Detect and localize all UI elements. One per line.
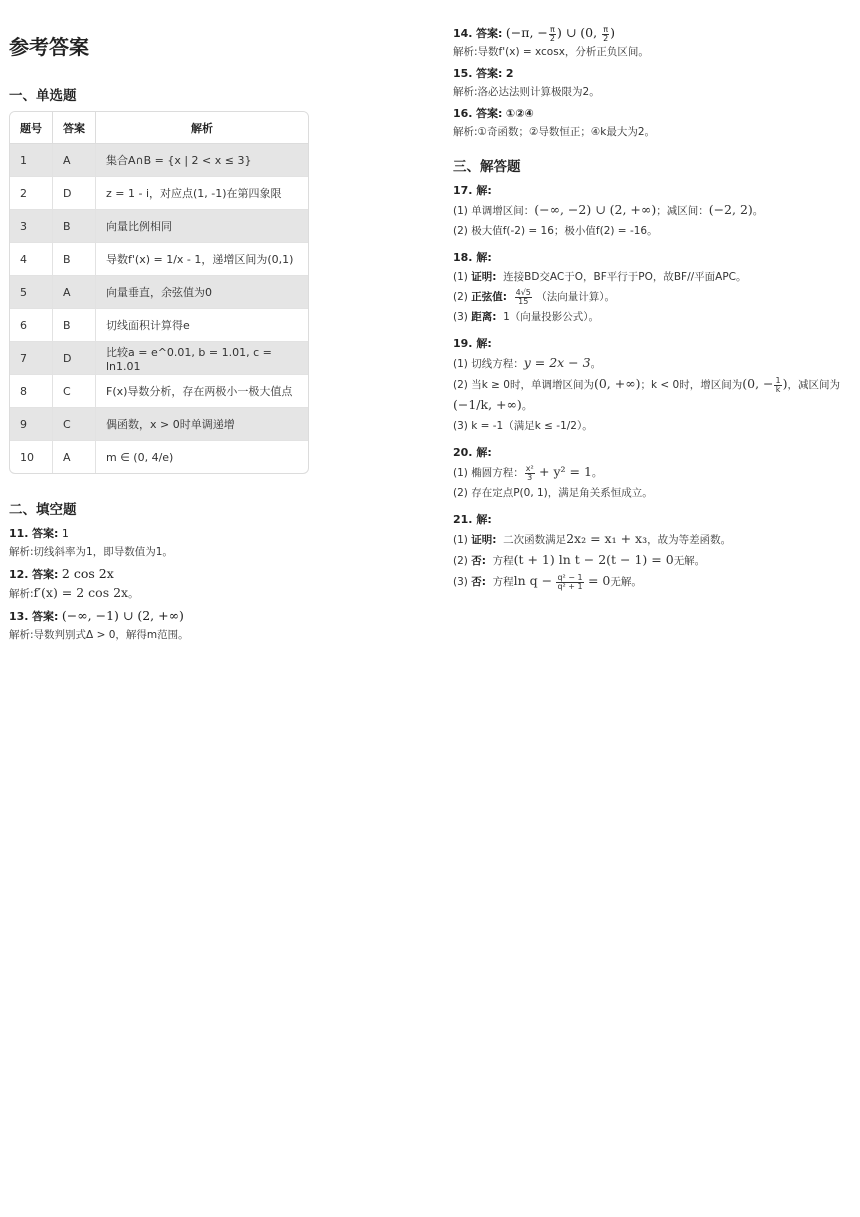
table-row	[10, 144, 308, 177]
answer-label: 答案:	[32, 568, 59, 581]
fraction-numerator: 4√5	[515, 287, 531, 297]
line-text: (3)	[453, 576, 472, 588]
answer-cell: D	[53, 177, 96, 210]
solve-label: 解:	[476, 446, 492, 459]
line-label: 距离:	[471, 311, 497, 323]
answer-cell: A	[53, 441, 96, 473]
explanation-text: 切线斜率为1，即导数值为1。	[33, 546, 173, 558]
solve-label: 解:	[476, 513, 492, 526]
section-title-multiple-choice: 一、单选题	[9, 88, 77, 104]
table-row	[10, 177, 308, 210]
explanation-label: 解析:	[453, 46, 478, 58]
line-text: (1)	[453, 534, 472, 546]
explanation-line	[453, 83, 853, 101]
question-number: 12.	[9, 568, 29, 581]
answer-value: ①②④	[505, 107, 534, 120]
solution-line	[453, 571, 853, 592]
solution-line	[453, 200, 853, 221]
explanation-cell: 向量垂直，余弦值为0	[96, 276, 308, 309]
line-math: ln q −	[513, 573, 553, 588]
line-math: y = 2x − 3	[523, 355, 591, 370]
table-row	[10, 210, 308, 243]
question-number: 17.	[453, 184, 473, 197]
explanation-cell: F(x)导数分析，存在两极小一极大值点	[96, 375, 308, 408]
line-text: 无解。	[610, 576, 642, 588]
section-title-fill-in: 二、填空题	[9, 502, 77, 518]
answer-label: 答案:	[32, 610, 59, 623]
fraction-denominator: 15	[518, 296, 529, 306]
solution-header	[453, 511, 853, 529]
line-math: + y² = 1	[539, 464, 592, 479]
question-number: 1	[10, 144, 53, 177]
solution-header	[453, 444, 853, 462]
question-number: 5	[10, 276, 53, 309]
question-number: 10	[10, 441, 53, 473]
solution-header	[453, 335, 853, 353]
answer-math: (−π, −	[505, 25, 548, 40]
explanation-label: 解析:	[453, 126, 478, 138]
solve-label: 解:	[476, 251, 492, 264]
question-number: 20.	[453, 446, 473, 459]
question-number: 6	[10, 309, 53, 342]
line-math: (0, +∞)	[593, 376, 641, 391]
answer-cell: B	[53, 243, 96, 276]
fraction-numerator: x²	[525, 463, 534, 473]
solution-line: (2) 极大值f(-2) = 16；极小值f(2) = -16。	[453, 225, 658, 237]
answer-math: ) ∪ (0,	[557, 25, 602, 40]
fill-question-12	[9, 565, 309, 603]
fill-question-15	[453, 65, 853, 101]
solution-19	[453, 335, 853, 436]
fill-question-16	[453, 105, 853, 141]
line-text: ；减区间：	[656, 205, 709, 217]
solution-line: (3) k = -1（满足k ≤ -1/2）。	[453, 420, 593, 432]
fraction-denominator: 3	[527, 472, 533, 482]
solve-label: 解:	[476, 337, 492, 350]
line-text: 方程	[492, 576, 514, 588]
line-text: (2) 当k ≥ 0时，单调增区间为	[453, 379, 594, 391]
fraction-denominator: 2	[603, 33, 609, 43]
explanation-line	[453, 123, 853, 141]
question-number: 4	[10, 243, 53, 276]
explanation-cell: z = 1 - i，对应点(1, -1)在第四象限	[96, 177, 308, 210]
solution-line	[453, 462, 853, 483]
fraction-denominator: 2	[549, 33, 555, 43]
multiple-choice-table	[9, 111, 309, 474]
line-text: 。	[591, 467, 603, 479]
fraction	[556, 574, 583, 591]
line-text: 无解。	[673, 555, 706, 567]
solution-line	[453, 529, 853, 550]
line-text: (2)	[453, 291, 472, 303]
line-text: (1) 椭圆方程：	[453, 467, 524, 479]
explanation-cell: 偶函数，x > 0时单调递增	[96, 408, 308, 441]
table-row	[10, 441, 308, 473]
line-math: (−1/k, +∞)	[453, 397, 522, 412]
solution-17	[453, 182, 853, 241]
solution-21	[453, 511, 853, 592]
fill-question-11	[9, 525, 309, 561]
question-number: 16.	[453, 107, 473, 120]
answer-value: 2	[505, 67, 514, 80]
explanation-cell: 集合A∩B = {x | 2 < x ≤ 3}	[96, 144, 308, 177]
fraction	[602, 26, 609, 43]
table-row	[10, 342, 308, 375]
fraction	[515, 289, 532, 306]
answer-math: )	[610, 25, 616, 40]
explanation-line	[453, 43, 853, 61]
explanation-line	[9, 584, 309, 603]
question-number: 21.	[453, 513, 473, 526]
answer-cell: C	[53, 375, 96, 408]
line-math: (−2, 2)	[708, 202, 753, 217]
answer-line	[453, 24, 853, 43]
explanation-label: 解析:	[9, 588, 34, 600]
answer-cell: A	[53, 276, 96, 309]
solution-header	[453, 249, 853, 267]
solve-label: 解:	[476, 184, 492, 197]
line-text: (1)	[453, 271, 472, 283]
fill-question-14	[453, 24, 853, 61]
explanation-cell: m ∈ (0, 4/e)	[106, 450, 174, 464]
section-title-solutions: 三、解答题	[453, 159, 521, 175]
line-text: 。	[521, 400, 533, 412]
line-text: 。	[590, 358, 602, 370]
explanation-text: 导数判别式Δ > 0，解得m范围。	[33, 629, 189, 641]
question-number: 18.	[453, 251, 473, 264]
fraction-numerator: 1	[775, 375, 781, 385]
fraction-denominator: q² + 1	[557, 581, 583, 591]
solution-18	[453, 249, 853, 327]
explanation-text: 。	[128, 588, 139, 600]
question-number: 8	[10, 375, 53, 408]
line-text: 。	[752, 205, 764, 217]
question-number: 2	[10, 177, 53, 210]
answer-label: 答案:	[476, 27, 503, 40]
page-title: 参考答案	[9, 35, 89, 59]
explanation-label: 解析:	[9, 546, 34, 558]
solution-line	[453, 267, 853, 287]
solution-line	[453, 307, 853, 327]
table-row	[10, 309, 308, 342]
table-row	[10, 243, 308, 276]
answer-line	[9, 525, 309, 543]
question-number: 15.	[453, 67, 473, 80]
line-math: (t + 1) ln t − 2(t − 1) = 0	[513, 552, 674, 567]
line-label: 证明:	[471, 534, 497, 546]
line-math: 2x₂ = x₁ + x₃	[566, 531, 648, 546]
solution-header	[453, 182, 853, 200]
table-row	[10, 276, 308, 309]
line-text: (3)	[453, 311, 472, 323]
explanation-cell: 向量比例相同	[96, 210, 308, 243]
table-row	[10, 375, 308, 408]
question-number: 3	[10, 210, 53, 243]
explanation-cell: 切线面积计算得e	[96, 309, 308, 342]
line-math: )	[782, 376, 788, 391]
line-label: 正弦值:	[471, 291, 507, 303]
answer-cell: A	[53, 144, 96, 177]
table-header-row	[10, 112, 308, 144]
fraction-denominator: k	[775, 384, 781, 394]
line-text: (2)	[453, 555, 472, 567]
line-text: 二次函数满足	[503, 534, 567, 546]
answer-cell: C	[53, 408, 96, 441]
solution-line	[453, 374, 853, 416]
line-label: 否:	[471, 555, 486, 567]
answer-cell: D	[53, 342, 96, 375]
explanation-text: 洛必达法则计算极限为2。	[477, 86, 600, 98]
table-header: 题号	[10, 112, 53, 144]
line-label: 证明:	[471, 271, 497, 283]
table-header: 答案	[53, 112, 96, 144]
answer-cell: B	[53, 309, 96, 342]
line-text: 连接BD交AC于O，BF平行于PO，故BF//平面APC。	[503, 271, 747, 283]
question-number: 9	[10, 408, 53, 441]
table-header: 解析	[96, 112, 308, 144]
explanation-text: 导数f'(x) = xcosx，分析正负区间。	[477, 46, 649, 58]
left-column	[9, 30, 309, 648]
answer-line	[453, 105, 853, 123]
fill-question-13	[9, 607, 309, 644]
answer-label: 答案:	[476, 107, 503, 120]
fraction	[525, 465, 535, 482]
solution-line	[453, 353, 853, 374]
question-number: 11.	[9, 527, 29, 540]
explanation-text: ①奇函数；②导数恒正；④k最大为2。	[477, 126, 656, 138]
fraction	[549, 26, 556, 43]
line-label: 否:	[471, 576, 486, 588]
fraction-numerator: π	[603, 24, 609, 34]
question-number: 7	[10, 342, 53, 375]
answer-line	[9, 607, 309, 626]
right-column	[453, 24, 853, 600]
explanation-label: 解析:	[9, 629, 34, 641]
explanation-cell: 比较a = e^0.01, b = 1.01, c = ln1.01	[96, 342, 308, 375]
solution-line	[453, 287, 853, 307]
question-number: 19.	[453, 337, 473, 350]
solution-20	[453, 444, 853, 503]
line-text: (1) 单调增区间：	[453, 205, 535, 217]
answer-label: 答案:	[32, 527, 59, 540]
line-text: 1（向量投影公式）。	[503, 311, 600, 323]
explanation-cell: 导数f'(x) = 1/x - 1，递增区间为(0,1)	[96, 243, 308, 276]
fraction-numerator: π	[550, 24, 555, 34]
explanation-math: f′(x) = 2 cos 2x	[33, 585, 129, 600]
solution-line	[453, 550, 853, 571]
explanation-label: 解析:	[453, 86, 478, 98]
line-math: (−∞, −2) ∪ (2, +∞)	[534, 202, 657, 217]
table-row	[10, 408, 308, 441]
answer-label: 答案:	[476, 67, 503, 80]
solution-line: (2) 存在定点P(0, 1)，满足角关系恒成立。	[453, 487, 653, 499]
line-math: = 0	[587, 573, 611, 588]
explanation-line	[9, 543, 309, 561]
answer-value: 2 cos 2x	[61, 566, 114, 581]
explanation-line	[9, 626, 309, 644]
fraction	[774, 377, 781, 394]
fraction-numerator: q² − 1	[557, 572, 583, 582]
line-text: ；k < 0时，增区间为	[640, 379, 743, 391]
answer-line	[9, 565, 309, 584]
line-math: (0, −	[742, 376, 774, 391]
answer-line	[453, 65, 853, 83]
question-number: 14.	[453, 27, 473, 40]
answer-value: (−∞, −1) ∪ (2, +∞)	[61, 608, 184, 623]
line-text: ，故为等差函数。	[647, 534, 732, 546]
line-text: （法向量计算）。	[536, 291, 615, 303]
answer-value: 1	[61, 527, 69, 540]
line-text: ，减区间为	[787, 379, 840, 391]
line-text: (1) 切线方程：	[453, 358, 524, 370]
answer-cell: B	[53, 210, 96, 243]
question-number: 13.	[9, 610, 29, 623]
line-text: 方程	[492, 555, 514, 567]
